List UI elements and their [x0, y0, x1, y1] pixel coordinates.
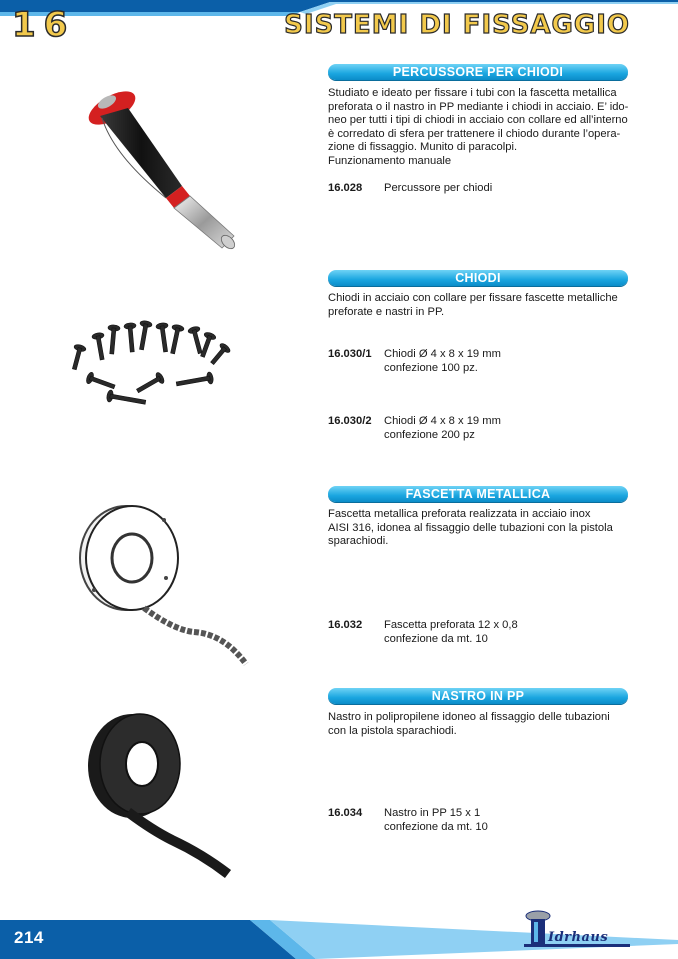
product-code: 16.030/2: [328, 415, 372, 427]
product-code: 16.032: [328, 619, 363, 631]
description-line: Nastro in polipropilene idoneo al fissaggio delle tubazioni: [328, 711, 610, 723]
punch-tool-image: [62, 86, 252, 256]
description-line: Chiodi in acciaio con collare per fissare fascette metalliche: [328, 292, 618, 304]
section-heading-fascetta: FASCETTA METALLICA: [328, 486, 628, 502]
description-line: Fascetta metallica preforata realizzata in acciaio inox: [328, 508, 591, 520]
section-description-fascetta: [328, 508, 629, 549]
section-description-nastro: [328, 711, 629, 738]
section-heading-chiodi: CHIODI: [328, 270, 628, 286]
description-line: preforate e nastri in PP.: [328, 305, 445, 318]
section-heading-nastro: NASTRO IN PP: [328, 688, 628, 704]
product-line: Chiodi Ø 4 x 8 x 19 mm: [384, 348, 501, 360]
description-line: zione di fissaggio. Munito di paracolpi.: [328, 141, 518, 153]
page-number: 214: [14, 928, 44, 947]
description-line: AISI 316, idonea al fissaggio delle tubazioni con la pistola: [328, 521, 613, 534]
metal-strap-image: [74, 500, 254, 672]
brand-name: Idrhaus: [548, 930, 609, 945]
section-heading-percussore: PERCUSSORE PER CHIODI: [328, 64, 628, 80]
product-line: Nastro in PP 15 x 1: [384, 807, 481, 819]
product-code: 16.028: [328, 182, 363, 194]
description-line: Studiato e ideato per fissare i tubi con la fascetta metallica: [328, 87, 617, 99]
description-line: neo per tutti i tipi di chiodi in acciaio con collare ed all’interno: [328, 114, 628, 126]
product-description: [384, 806, 488, 834]
product-description: [384, 347, 501, 375]
section-description-chiodi: [328, 292, 629, 319]
description-line: Funzionamento manuale: [328, 154, 452, 167]
product-description: [384, 414, 501, 442]
product-description: [384, 618, 518, 646]
product-code: 16.030/1: [328, 348, 372, 360]
section-title: SISTEMI DI FISSAGGIO: [284, 10, 630, 40]
product-line: Percussore per chiodi: [384, 182, 493, 194]
description-line: preforata o il nastro in PP mediante i chiodi in acciaio. E’ ido-: [328, 100, 629, 113]
chapter-number: 16: [12, 5, 76, 45]
product-line: Chiodi Ø 4 x 8 x 19 mm: [384, 415, 501, 427]
product-description: [384, 181, 492, 195]
description-line: è corredato di sfera per trattenere il chiodo durante l’opera-: [328, 127, 621, 140]
brand-logo-icon: [522, 906, 632, 952]
product-line: confezione 200 pz: [384, 429, 475, 441]
product-line: Fascetta preforata 12 x 0,8: [384, 619, 518, 631]
section-description-percussore: [328, 87, 629, 168]
description-line: con la pistola sparachiodi.: [328, 724, 457, 737]
nails-image: [70, 318, 240, 410]
pp-tape-image: [82, 708, 232, 878]
product-line: confezione 100 pz.: [384, 362, 478, 374]
product-line: confezione da mt. 10: [384, 633, 488, 645]
description-line: sparachiodi.: [328, 535, 389, 547]
product-code: 16.034: [328, 807, 363, 819]
product-line: confezione da mt. 10: [384, 821, 488, 833]
